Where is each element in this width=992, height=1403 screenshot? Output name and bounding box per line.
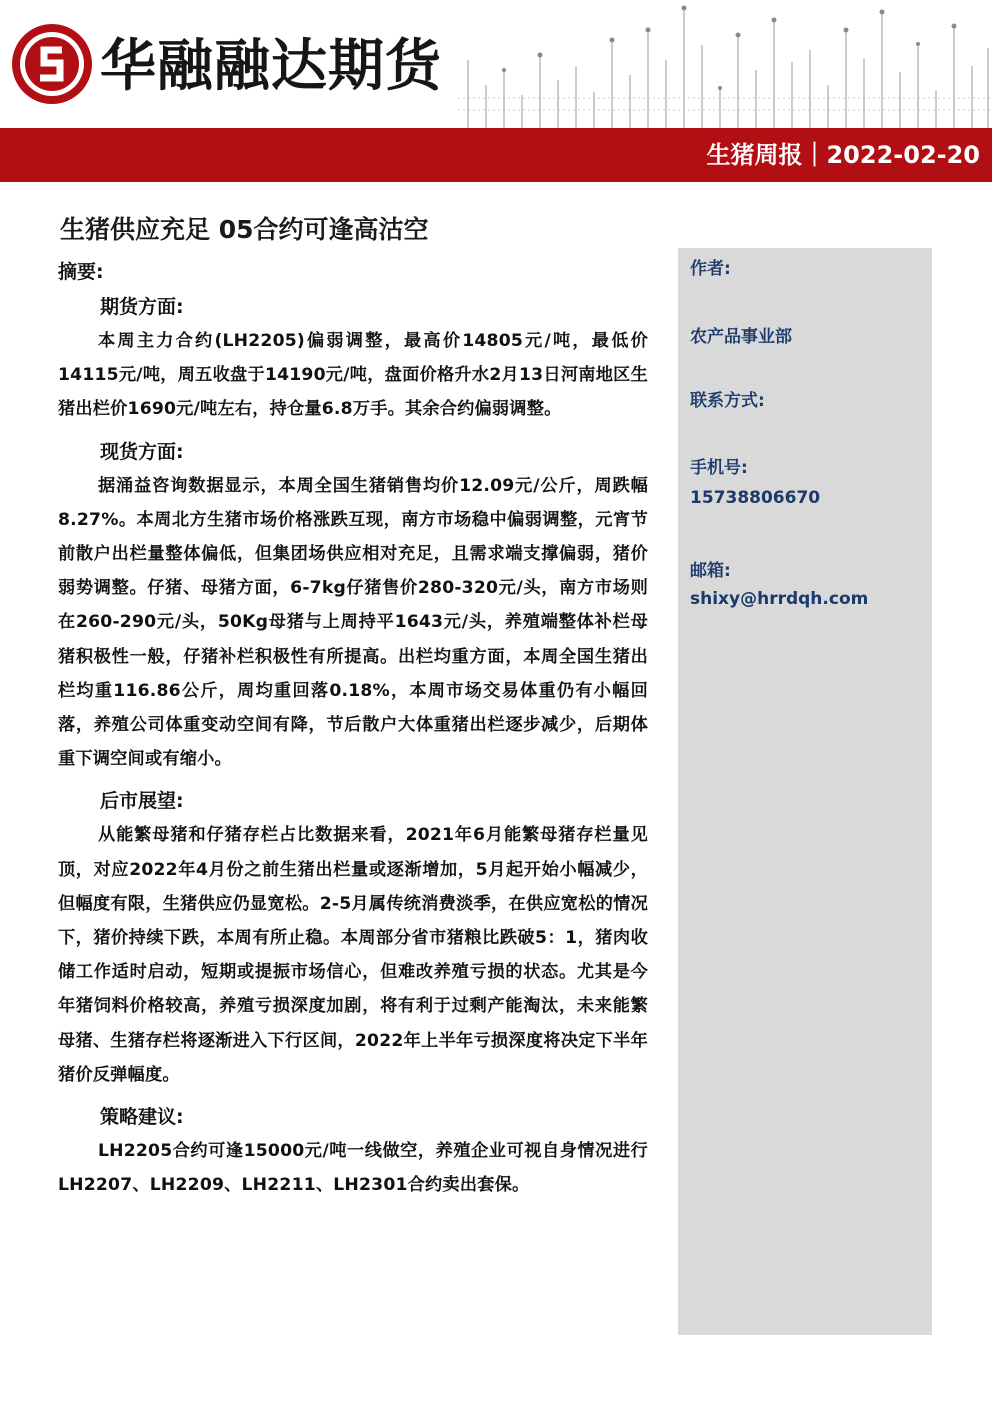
report-title: 生猪供应充足 05合约可逢高沽空 xyxy=(60,215,429,244)
contact-label: 联系方式: xyxy=(690,391,765,411)
company-logo-icon xyxy=(10,22,94,106)
phone-number: 15738806670 xyxy=(690,488,821,508)
section-text-outlook: 从能繁母猪和仔猪存栏占比数据来看，2021年6月能繁母猪存栏量见顶，对应2022年4月份之前生猪出栏量或逐渐增加，5月起开始小幅减少，但幅度有限，生猪供应仍显宽松。2-5月属传统消费淡季，在供应宽松的情况下，猪价持续下跌，本周有所止稳。本周部分省市猪粮比跌破5：1，猪肉收储工作适时启动，短期或提振市场信心，但难改养殖亏损的状态。尤其是今年猪饲料价格较高，养殖亏损深度加剧，将有利于过剩产能淘汰，未来能繁母猪、生猪存栏将逐渐进入下行区间，2022年上半年亏损深度将决定下半年猪价反弹幅度。 xyxy=(58,825,648,1085)
author-label: 作者: xyxy=(690,259,731,279)
author-sidebar xyxy=(678,248,932,1335)
main-content xyxy=(58,290,648,1210)
email-label: 邮箱: xyxy=(690,561,731,581)
header-decoration xyxy=(458,0,992,128)
section-heading-futures: 期货方面: xyxy=(100,296,184,318)
report-type-date: 生猪周报｜2022-02-20 xyxy=(706,141,980,169)
section-heading-strategy: 策略建议: xyxy=(100,1106,184,1129)
section-heading-outlook: 后市展望: xyxy=(100,790,184,813)
section-text-spot: 据涌益咨询数据显示，本周全国生猪销售均价12.09元/公斤，周跌幅8.27%。本周北方生猪市场价格涨跌互现，南方市场稳中偏弱调整，元宵节前散户出栏量整体偏低，但集团场供应相对充足，且需求端支撑偏弱，猪价弱势调整。仔猪、母猪方面，6-7kg仔猪售价280-320元/头，南方市场则在260-290元/头，50Kg母猪与上周持平1643元/头，养殖端整体补栏母猪积极性一般，仔猪补栏积极性有所提高。出栏均重方面，本周全国生猪出栏均重116.86公斤，周均重回落0.18%，本周市场交易体重仍有小幅回落，养殖公司体重变动空间有降，节后散户大体重猪出栏逐步减少，后期体重下调空间或有缩小。 xyxy=(58,475,648,770)
section-text-futures: 本周主力合约(LH2205)偏弱调整，最高价14805元/吨，最低价14115元/吨，周五收盘于14190元/吨，盘面价格升水2月13日河南地区生猪出栏价1690元/吨左右，持仓量6.8万手。其余合约偏弱调整。 xyxy=(58,331,648,420)
section-heading-spot: 现货方面: xyxy=(100,440,184,463)
email-address: shixy@hrrdqh.com xyxy=(690,589,869,609)
company-name: 华融融达期货 xyxy=(100,33,442,99)
summary-label: 摘要: xyxy=(58,261,104,283)
phone-label: 手机号: xyxy=(690,458,748,478)
author-name: 农产品事业部 xyxy=(690,327,792,347)
section-text-strategy: LH2205合约可逢15000元/吨一线做空，养殖企业可视自身情况进行LH2207、LH2209、LH2211、LH2301合约卖出套保。 xyxy=(58,1141,648,1196)
